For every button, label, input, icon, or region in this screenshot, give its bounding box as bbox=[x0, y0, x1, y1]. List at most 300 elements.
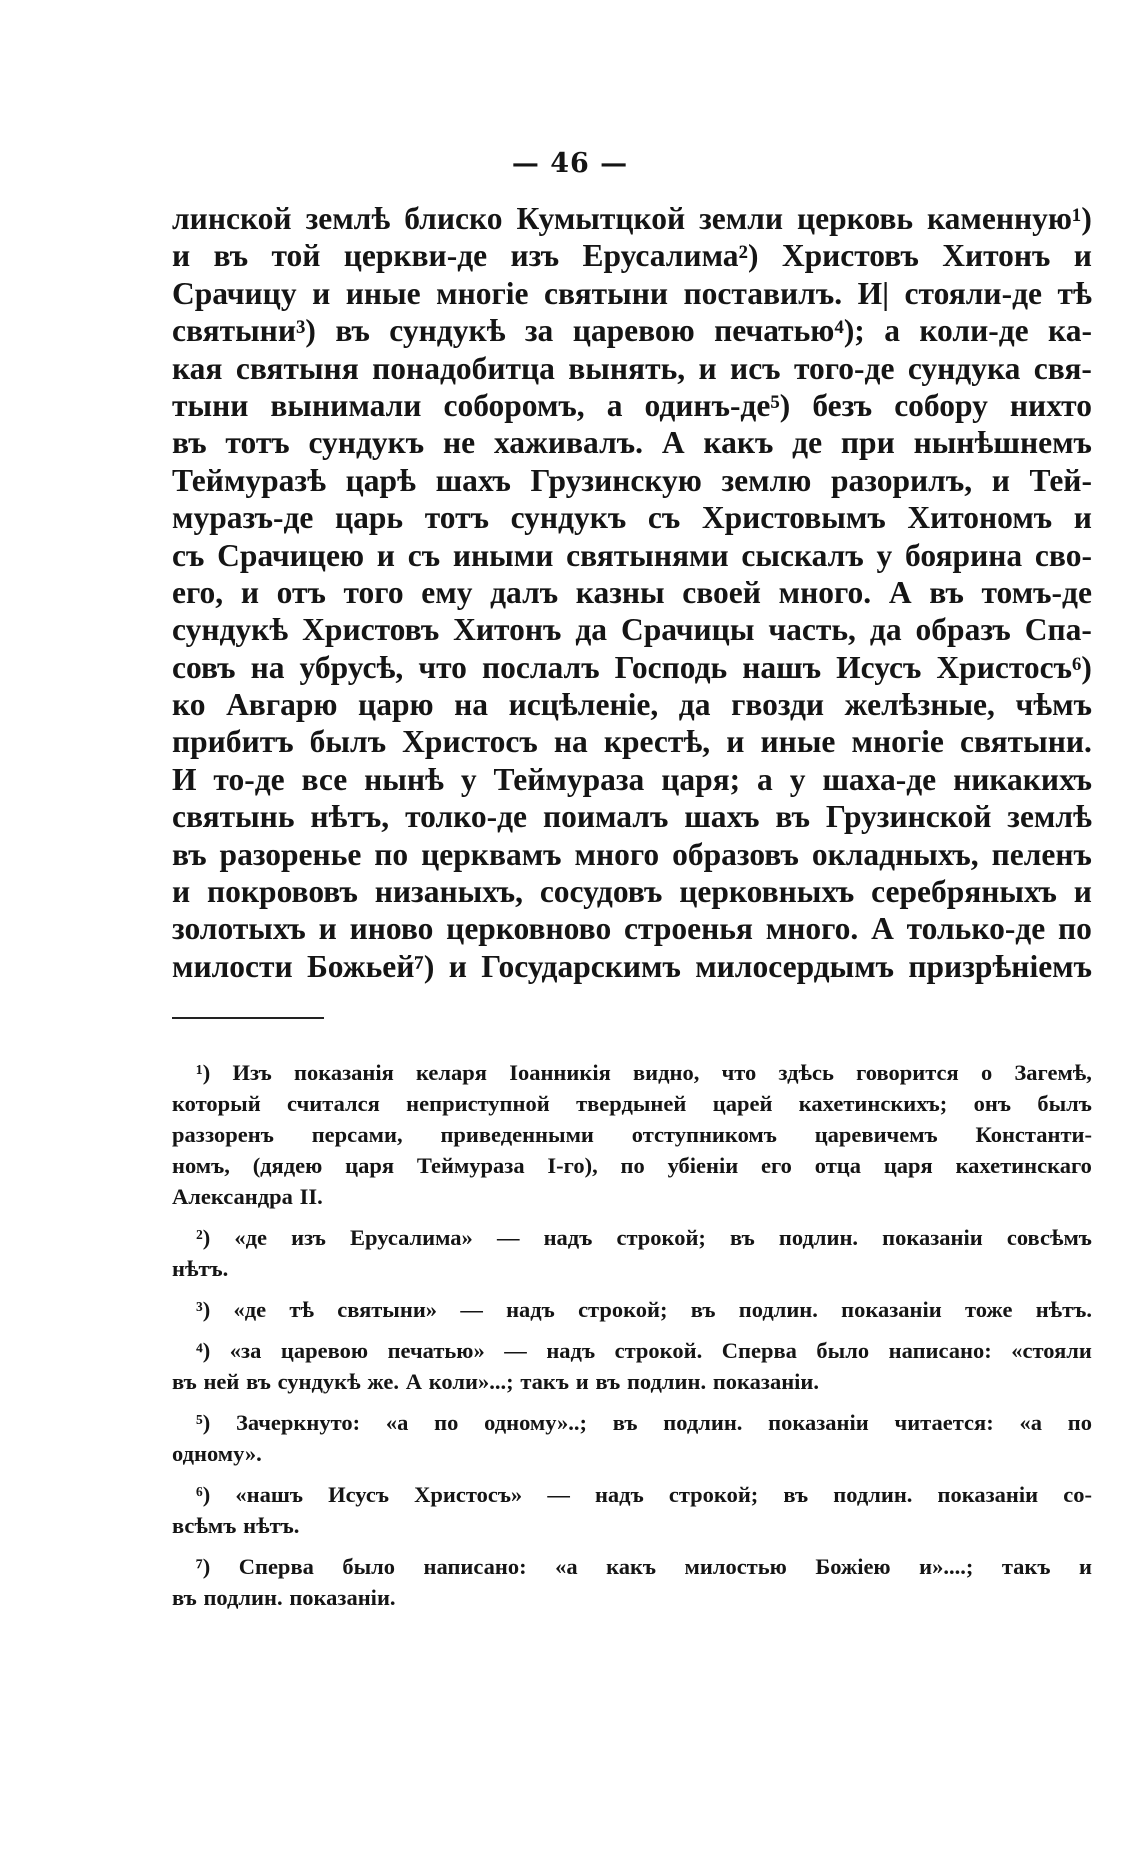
word: понадобитца bbox=[372, 350, 555, 386]
word: Кумытцкой bbox=[516, 201, 686, 236]
text-line bbox=[172, 910, 1092, 947]
word: Господь bbox=[614, 649, 728, 685]
word: Хитонъ bbox=[453, 612, 562, 648]
word: томъ-де bbox=[981, 574, 1092, 610]
footnote-1 bbox=[172, 1057, 1092, 1212]
text-line bbox=[172, 462, 1092, 499]
word: подлин. bbox=[738, 1297, 818, 1322]
word: Сперва bbox=[721, 1338, 797, 1363]
word: Срачицы bbox=[621, 612, 755, 648]
word: разорилъ, bbox=[831, 462, 973, 498]
word: нынѣ bbox=[364, 761, 444, 797]
word: совсѣмъ bbox=[1006, 1225, 1092, 1250]
word: святыни bbox=[544, 275, 669, 311]
word: въ bbox=[172, 836, 207, 872]
word: Государскимъ bbox=[481, 948, 681, 984]
word: въ bbox=[172, 1585, 197, 1610]
word: блиско bbox=[404, 201, 503, 236]
word: такъ bbox=[520, 1369, 570, 1394]
word: (дядею bbox=[252, 1153, 323, 1178]
word: же. bbox=[367, 1369, 400, 1394]
word: того bbox=[343, 574, 404, 610]
word: А bbox=[871, 911, 894, 947]
word: часть, bbox=[768, 612, 856, 648]
word: ко bbox=[172, 687, 206, 723]
word: Божіею bbox=[815, 1554, 891, 1579]
word: церковь bbox=[797, 201, 914, 236]
word: изъ bbox=[510, 238, 560, 274]
word: Исусъ bbox=[836, 649, 922, 685]
word: и bbox=[726, 724, 745, 760]
word: и bbox=[240, 574, 259, 610]
word: твердыней bbox=[576, 1091, 687, 1116]
word: тыни bbox=[172, 387, 249, 423]
word: А bbox=[661, 425, 685, 461]
word: Авгарю bbox=[226, 687, 338, 723]
word: нихто bbox=[1009, 387, 1092, 423]
footnote-6 bbox=[172, 1479, 1092, 1541]
text-line bbox=[172, 237, 1092, 274]
word: II. bbox=[299, 1184, 323, 1209]
text-line bbox=[172, 836, 1092, 873]
word: его bbox=[761, 1153, 792, 1178]
word: надъ bbox=[543, 1225, 593, 1250]
word: одинъ-де⁵) bbox=[644, 387, 791, 423]
word: Исусъ bbox=[328, 1482, 389, 1507]
word: той bbox=[271, 238, 321, 274]
word: ⁷) bbox=[196, 1554, 211, 1579]
footnote-4 bbox=[172, 1335, 1092, 1397]
word: царевою bbox=[572, 313, 695, 349]
word: и»....; bbox=[919, 1554, 974, 1579]
word: сво- bbox=[1034, 537, 1092, 573]
word: какъ bbox=[606, 1554, 657, 1579]
word: — bbox=[504, 1338, 527, 1363]
word: Христовымъ bbox=[701, 500, 886, 536]
word: святыня bbox=[235, 350, 359, 386]
word: и bbox=[172, 238, 191, 274]
footnote-7 bbox=[172, 1551, 1092, 1613]
word: Христосъ⁶) bbox=[936, 649, 1092, 685]
word: царѣ bbox=[345, 462, 416, 498]
word: въ bbox=[929, 574, 964, 610]
word: кахетинскихъ; bbox=[798, 1091, 948, 1116]
word: и bbox=[1073, 500, 1092, 536]
word: святыни. bbox=[960, 724, 1092, 760]
word: ³) bbox=[196, 1297, 211, 1322]
footnote-line bbox=[172, 1088, 1092, 1119]
word: «стояли bbox=[1011, 1338, 1092, 1363]
footnote-line bbox=[172, 1150, 1092, 1181]
word: подлин. bbox=[778, 1225, 859, 1250]
word: въ bbox=[335, 313, 370, 349]
word: вынимали bbox=[270, 387, 422, 423]
footnote-5 bbox=[172, 1407, 1092, 1469]
word: И| bbox=[857, 275, 890, 311]
word: А bbox=[888, 574, 912, 610]
word: Теймураза bbox=[416, 1153, 525, 1178]
word: и bbox=[1073, 238, 1092, 274]
footnote-line bbox=[172, 1253, 1092, 1284]
word: милостью bbox=[684, 1554, 787, 1579]
word: желѣзные, bbox=[844, 687, 995, 723]
word: много. bbox=[765, 911, 859, 947]
word: линской bbox=[172, 201, 292, 236]
word: Божьей⁷) bbox=[306, 948, 435, 984]
word: каменную¹) bbox=[927, 201, 1092, 236]
word: «де bbox=[234, 1225, 268, 1250]
word: изъ bbox=[291, 1225, 326, 1250]
word: І-го), bbox=[547, 1153, 598, 1178]
word: чѣмъ bbox=[1015, 687, 1092, 723]
word: по bbox=[1067, 1410, 1092, 1435]
word: подлин. bbox=[663, 1410, 743, 1435]
text-line bbox=[172, 723, 1092, 760]
word: сундукѣ bbox=[277, 1369, 361, 1394]
word: сундукѣ bbox=[389, 313, 506, 349]
word: печатью» bbox=[387, 1338, 485, 1363]
word: келаря bbox=[416, 1060, 487, 1085]
word: Христосъ bbox=[402, 724, 538, 760]
word: пеленъ bbox=[991, 836, 1092, 872]
word: хаживалъ. bbox=[493, 425, 643, 461]
word: ему bbox=[421, 574, 473, 610]
word: при bbox=[840, 425, 895, 461]
word: святынь bbox=[172, 799, 295, 835]
word: Іоанникія bbox=[509, 1060, 611, 1085]
word: въ bbox=[730, 1225, 755, 1250]
word: золотыхъ bbox=[172, 911, 306, 947]
word: милости bbox=[172, 948, 293, 984]
word: съ bbox=[407, 537, 441, 573]
word: «а bbox=[1019, 1410, 1042, 1435]
word: надъ bbox=[506, 1297, 555, 1322]
word: нѣтъ. bbox=[243, 1513, 300, 1538]
word: много bbox=[574, 836, 660, 872]
word: земли bbox=[699, 201, 784, 236]
word: по bbox=[620, 1153, 645, 1178]
word: нынѣшнемъ bbox=[913, 425, 1092, 461]
word: Хитонъ bbox=[942, 238, 1051, 274]
word: образъ bbox=[915, 612, 1011, 648]
word: тоже bbox=[964, 1297, 1013, 1322]
word: здѣсь bbox=[778, 1060, 834, 1085]
word: шахъ bbox=[435, 462, 511, 498]
word: соборомъ, bbox=[443, 387, 585, 423]
word: И bbox=[172, 761, 197, 797]
word: никакихъ bbox=[953, 761, 1092, 797]
word: персами, bbox=[311, 1122, 403, 1147]
word: нашъ bbox=[742, 649, 822, 685]
word: того-де bbox=[793, 350, 895, 386]
word: много. bbox=[778, 574, 872, 610]
word: то-де bbox=[213, 761, 285, 797]
word: его, bbox=[172, 574, 224, 610]
word: Загемѣ, bbox=[1014, 1060, 1092, 1085]
word: муразъ-де bbox=[172, 500, 314, 536]
word: убіеніи bbox=[667, 1153, 739, 1178]
word: читается: bbox=[894, 1410, 994, 1435]
word: было bbox=[342, 1554, 396, 1579]
word: подлин. bbox=[833, 1482, 913, 1507]
word: тѣ bbox=[289, 1297, 314, 1322]
word: иново bbox=[349, 911, 434, 947]
word: да bbox=[678, 687, 711, 723]
word: многіе bbox=[436, 275, 529, 311]
word: видно, bbox=[632, 1060, 700, 1085]
word: де bbox=[792, 425, 823, 461]
word: казны bbox=[575, 574, 665, 610]
text-line bbox=[172, 948, 1092, 985]
word: и bbox=[575, 1369, 589, 1394]
word: окладныхъ, bbox=[811, 836, 979, 872]
text-line bbox=[172, 798, 1092, 835]
word: ⁴) bbox=[196, 1338, 211, 1363]
text-line bbox=[172, 611, 1092, 648]
word: свя- bbox=[1033, 350, 1092, 386]
word: сундукъ bbox=[308, 425, 425, 461]
word: а bbox=[606, 387, 623, 423]
word: строенья bbox=[624, 911, 753, 947]
text-line bbox=[172, 424, 1092, 461]
word: въ bbox=[775, 799, 810, 835]
word: ²) bbox=[196, 1225, 211, 1250]
word: землѣ bbox=[1007, 799, 1092, 835]
word: одному»..; bbox=[484, 1410, 588, 1435]
word: разоренье bbox=[219, 836, 362, 872]
word: въ bbox=[690, 1297, 716, 1322]
word: ⁵) bbox=[196, 1410, 211, 1435]
word: говорится bbox=[856, 1060, 959, 1085]
word: и bbox=[698, 350, 717, 386]
word: Теймураза bbox=[493, 761, 645, 797]
word: по bbox=[434, 1410, 459, 1435]
word: о bbox=[980, 1060, 993, 1085]
main-text-block bbox=[172, 200, 1092, 985]
word: въ bbox=[595, 1369, 621, 1394]
word: у bbox=[789, 761, 806, 797]
word: со- bbox=[1063, 1482, 1092, 1507]
word: Христосъ» bbox=[414, 1482, 523, 1507]
word: исъ bbox=[730, 350, 781, 386]
word: показаніи bbox=[841, 1297, 942, 1322]
text-line bbox=[172, 537, 1092, 574]
word: Грузинскую bbox=[530, 462, 702, 498]
footnote-line bbox=[172, 1510, 1092, 1541]
word: показаніи. bbox=[289, 1585, 396, 1610]
word: толко-де bbox=[405, 799, 528, 835]
text-line bbox=[172, 275, 1092, 312]
word: тотъ bbox=[424, 500, 489, 536]
word: Христовъ bbox=[302, 612, 440, 648]
word: «нашъ bbox=[235, 1482, 303, 1507]
word: шаха-де bbox=[822, 761, 937, 797]
word: многіе bbox=[851, 724, 944, 760]
word: шахъ bbox=[684, 799, 760, 835]
word: а bbox=[757, 761, 773, 797]
word: написано: bbox=[888, 1338, 992, 1363]
word: подлин. bbox=[626, 1369, 707, 1394]
word: святынями bbox=[566, 537, 729, 573]
word: Изъ bbox=[232, 1060, 272, 1085]
word: царевичемъ bbox=[814, 1122, 938, 1147]
word: въ bbox=[246, 1369, 271, 1394]
word: царя bbox=[345, 1153, 395, 1178]
word: царей bbox=[712, 1091, 773, 1116]
word: въ bbox=[172, 425, 207, 461]
word: церквамъ bbox=[421, 836, 562, 872]
footnote-line bbox=[172, 1407, 1092, 1438]
word: Константи- bbox=[975, 1122, 1092, 1147]
footnote-line bbox=[172, 1335, 1092, 1366]
word: а bbox=[884, 313, 900, 349]
word: церковныхъ bbox=[679, 874, 855, 910]
word: всѣмъ bbox=[172, 1513, 237, 1538]
footnote-2 bbox=[172, 1222, 1092, 1284]
word: сундука bbox=[907, 350, 1021, 386]
word: что bbox=[721, 1060, 757, 1085]
word: на bbox=[250, 649, 285, 685]
text-line bbox=[172, 873, 1092, 910]
word: стояли-де bbox=[904, 275, 1042, 311]
word: въ bbox=[783, 1482, 809, 1507]
word: царевою bbox=[280, 1338, 369, 1363]
word: по bbox=[374, 836, 409, 872]
word: ¹) bbox=[196, 1060, 211, 1085]
word: показаніи bbox=[937, 1482, 1039, 1507]
word: — bbox=[460, 1297, 483, 1322]
word: съ bbox=[647, 500, 681, 536]
word: нѣтъ. bbox=[172, 1256, 229, 1281]
word: Срачицу bbox=[172, 275, 297, 311]
word: отъ bbox=[276, 574, 326, 610]
word: — bbox=[496, 1225, 520, 1250]
word: печатью⁴); bbox=[714, 313, 865, 349]
word: Хитономъ bbox=[907, 500, 1053, 536]
word: гвозди bbox=[731, 687, 825, 723]
word: былъ bbox=[309, 724, 387, 760]
word: нѣтъ. bbox=[1035, 1297, 1092, 1322]
word: было bbox=[816, 1338, 870, 1363]
word: строкой; bbox=[616, 1225, 706, 1250]
word: по bbox=[1058, 911, 1092, 947]
word: который bbox=[172, 1091, 261, 1116]
word: неприступной bbox=[406, 1091, 550, 1116]
word: Сперва bbox=[238, 1554, 314, 1579]
word: нѣтъ, bbox=[310, 799, 390, 835]
word: совъ bbox=[172, 649, 236, 685]
footnotes-block bbox=[172, 1057, 1092, 1623]
word: церкви-де bbox=[343, 238, 488, 274]
word: своей bbox=[682, 574, 761, 610]
word: безъ bbox=[812, 387, 873, 423]
word: ка- bbox=[1048, 313, 1092, 349]
word: номъ, bbox=[172, 1153, 230, 1178]
word: Александра bbox=[172, 1184, 293, 1209]
footnote-line bbox=[172, 1222, 1092, 1253]
word: послалъ bbox=[481, 649, 600, 685]
word: иными bbox=[452, 537, 554, 573]
word: написано: bbox=[423, 1554, 527, 1579]
word: — bbox=[547, 1482, 570, 1507]
word: Спа- bbox=[1024, 612, 1092, 648]
footnote-line bbox=[172, 1294, 1092, 1325]
text-line bbox=[172, 649, 1092, 686]
word: не bbox=[442, 425, 476, 461]
word: «а bbox=[555, 1554, 578, 1579]
word: сундукѣ bbox=[172, 612, 289, 648]
text-line bbox=[172, 312, 1092, 349]
word: Ерусалима²) bbox=[582, 238, 759, 274]
word: и bbox=[448, 948, 467, 984]
word: считался bbox=[287, 1091, 380, 1116]
text-line bbox=[172, 350, 1092, 387]
word: только-де bbox=[906, 911, 1046, 947]
word: царь bbox=[335, 500, 404, 536]
word: приведенными bbox=[440, 1122, 594, 1147]
word: святыни³) bbox=[172, 313, 316, 349]
word: Грузинской bbox=[825, 799, 992, 835]
word: тотъ bbox=[225, 425, 290, 461]
footnote-line bbox=[172, 1438, 1092, 1469]
word: въ bbox=[213, 238, 249, 274]
word: кахетинскаго bbox=[955, 1153, 1092, 1178]
word: отступникомъ bbox=[631, 1122, 777, 1147]
word: подлин. bbox=[203, 1585, 283, 1610]
word: покрововъ bbox=[207, 874, 358, 910]
word: показанія bbox=[294, 1060, 394, 1085]
word: святыни» bbox=[337, 1297, 438, 1322]
word: и bbox=[318, 911, 337, 947]
text-line bbox=[172, 686, 1092, 723]
word: далъ bbox=[490, 574, 559, 610]
word: Тей- bbox=[1029, 462, 1092, 498]
text-line bbox=[172, 761, 1092, 798]
word: показаніи. bbox=[712, 1369, 820, 1394]
word: былъ bbox=[1037, 1091, 1092, 1116]
word: у bbox=[460, 761, 477, 797]
word: поималъ bbox=[542, 799, 669, 835]
word: исцѣленіе, bbox=[508, 687, 659, 723]
word: на bbox=[454, 687, 489, 723]
footnote-line bbox=[172, 1582, 1092, 1613]
word: боярина bbox=[905, 537, 1023, 573]
word: «за bbox=[229, 1338, 262, 1363]
word: сундукъ bbox=[510, 500, 627, 536]
word: коли-де bbox=[919, 313, 1029, 349]
word: милосердымъ bbox=[695, 948, 895, 984]
word: да bbox=[575, 612, 608, 648]
word: и bbox=[312, 275, 331, 311]
word: ⁶) bbox=[196, 1482, 211, 1507]
word: иные bbox=[760, 724, 836, 760]
footnote-line bbox=[172, 1057, 1092, 1088]
word: Зачеркнуто: bbox=[236, 1410, 361, 1435]
word: отца bbox=[814, 1153, 861, 1178]
word: и bbox=[1078, 1554, 1092, 1579]
word: крестѣ, bbox=[603, 724, 711, 760]
word: одному». bbox=[172, 1441, 262, 1466]
footnote-line bbox=[172, 1181, 1092, 1212]
word: землѣ bbox=[305, 201, 391, 236]
word: и bbox=[376, 537, 395, 573]
word: да bbox=[869, 612, 902, 648]
word: землю bbox=[721, 462, 812, 498]
word: сыскалъ bbox=[741, 537, 864, 573]
word: въ bbox=[172, 1369, 197, 1394]
word: серебряныхъ bbox=[871, 874, 1057, 910]
word: все bbox=[301, 761, 348, 797]
